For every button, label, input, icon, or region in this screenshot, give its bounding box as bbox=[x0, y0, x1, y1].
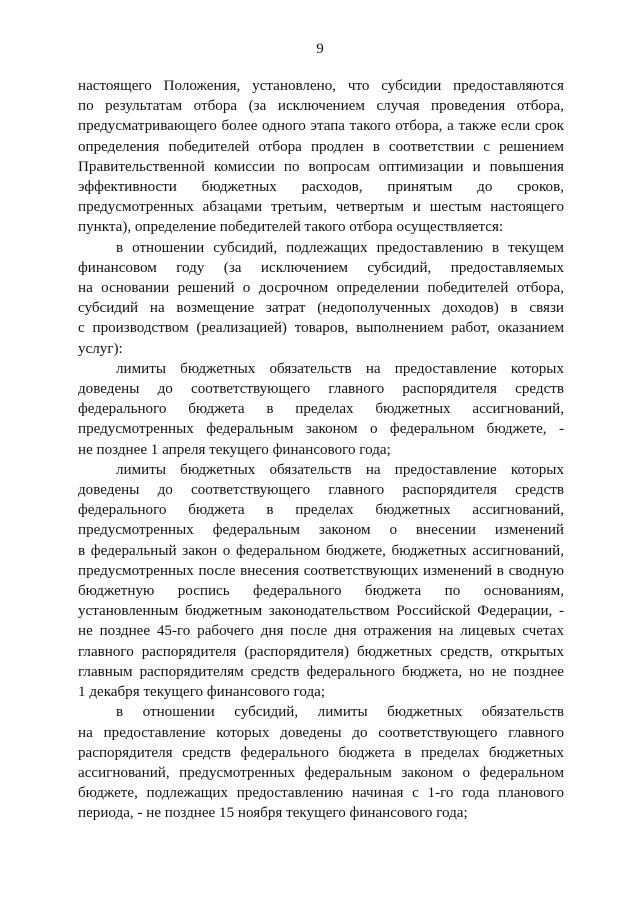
text-line: лимиты бюджетных обязательств на предоставление которых bbox=[116, 461, 564, 478]
text-line: доведены до соответствующего главного распорядителя средств bbox=[78, 482, 564, 499]
text-line: не позднее 1 апреля текущего финансового года; bbox=[78, 441, 391, 458]
text-line: главного распорядителя (распорядителя) бюджетных средств, открытых bbox=[78, 643, 564, 660]
text-line: предусмотренных федеральным законом о внесении изменений bbox=[78, 522, 564, 539]
text-line: Правительственной комиссии по вопросам оптимизации и повышения bbox=[78, 158, 564, 175]
text-line: пункта), определение победителей такого отбора осуществляется: bbox=[78, 219, 504, 236]
text-line: предусмотренных федеральным законом о федеральном бюджете, - bbox=[78, 421, 564, 438]
text-line: лимиты бюджетных обязательств на предоставление которых bbox=[116, 360, 564, 377]
text-line: бюджете, подлежащих предоставлению начиная с 1-го года планового bbox=[78, 785, 564, 802]
text-line: услуг): bbox=[78, 340, 123, 357]
document-body bbox=[78, 76, 564, 824]
text-line: не позднее 45-го рабочего дня после дня отражения на лицевых счетах bbox=[78, 623, 564, 640]
page-number: 9 bbox=[316, 41, 324, 57]
paragraph bbox=[78, 359, 564, 460]
paragraph bbox=[78, 238, 564, 359]
text-line: распорядителя средств федерального бюджета в пределах бюджетных bbox=[78, 744, 564, 761]
text-line: ассигнований, предусмотренных федеральным законом о федеральном bbox=[78, 764, 564, 781]
text-line: установленным бюджетным законодательством Российской Федерации, - bbox=[78, 603, 564, 620]
text-line: определения победителей отбора продлен в соответствии с решением bbox=[78, 138, 564, 155]
text-line: 1 декабря текущего финансового года; bbox=[78, 684, 326, 701]
text-line: на основании решений о досрочном определении победителей отбора, bbox=[78, 280, 564, 297]
text-line: федерального бюджета в пределах бюджетных ассигнований, bbox=[78, 401, 564, 418]
text-line: в федеральный закон о федеральном бюджете, бюджетных ассигнований, bbox=[78, 542, 564, 559]
text-line: доведены до соответствующего главного распорядителя средств bbox=[78, 381, 564, 398]
text-line: субсидий на возмещение затрат (недополученных доходов) в связи bbox=[78, 300, 564, 317]
text-line: бюджетную роспись федерального бюджета по основаниям, bbox=[78, 583, 564, 600]
text-line: предусмотренных после внесения соответствующих изменений в сводную bbox=[78, 562, 564, 579]
text-line: в отношении субсидий, лимиты бюджетных обязательств bbox=[116, 704, 564, 721]
text-line: на предоставление которых доведены до соответствующего главного bbox=[78, 724, 564, 741]
text-line: федерального бюджета в пределах бюджетных ассигнований, bbox=[78, 502, 564, 519]
text-line: с производством (реализацией) товаров, выполнением работ, оказанием bbox=[78, 320, 564, 337]
text-line: по результатам отбора (за исключением случая проведения отбора, bbox=[78, 98, 564, 115]
paragraph bbox=[78, 76, 564, 238]
text-line: предусмотренных абзацами третьим, четвертым и шестым настоящего bbox=[78, 199, 564, 216]
text-line: эффективности бюджетных расходов, принятым до сроков, bbox=[78, 179, 564, 196]
text-line: главным распорядителям средств федерального бюджета, но не позднее bbox=[78, 663, 564, 680]
paragraph bbox=[78, 702, 564, 823]
paragraph bbox=[78, 460, 564, 702]
text-line: периода, - не позднее 15 ноября текущего финансового года; bbox=[78, 805, 468, 822]
text-line: предусматривающего более одного этапа такого отбора, а также если срок bbox=[78, 118, 564, 135]
text-line: финансовом году (за исключением субсидий, предоставляемых bbox=[78, 259, 564, 276]
text-line: в отношении субсидий, подлежащих предоставлению в текущем bbox=[116, 239, 564, 256]
text-line: настоящего Положения, установлено, что субсидии предоставляются bbox=[78, 78, 564, 94]
